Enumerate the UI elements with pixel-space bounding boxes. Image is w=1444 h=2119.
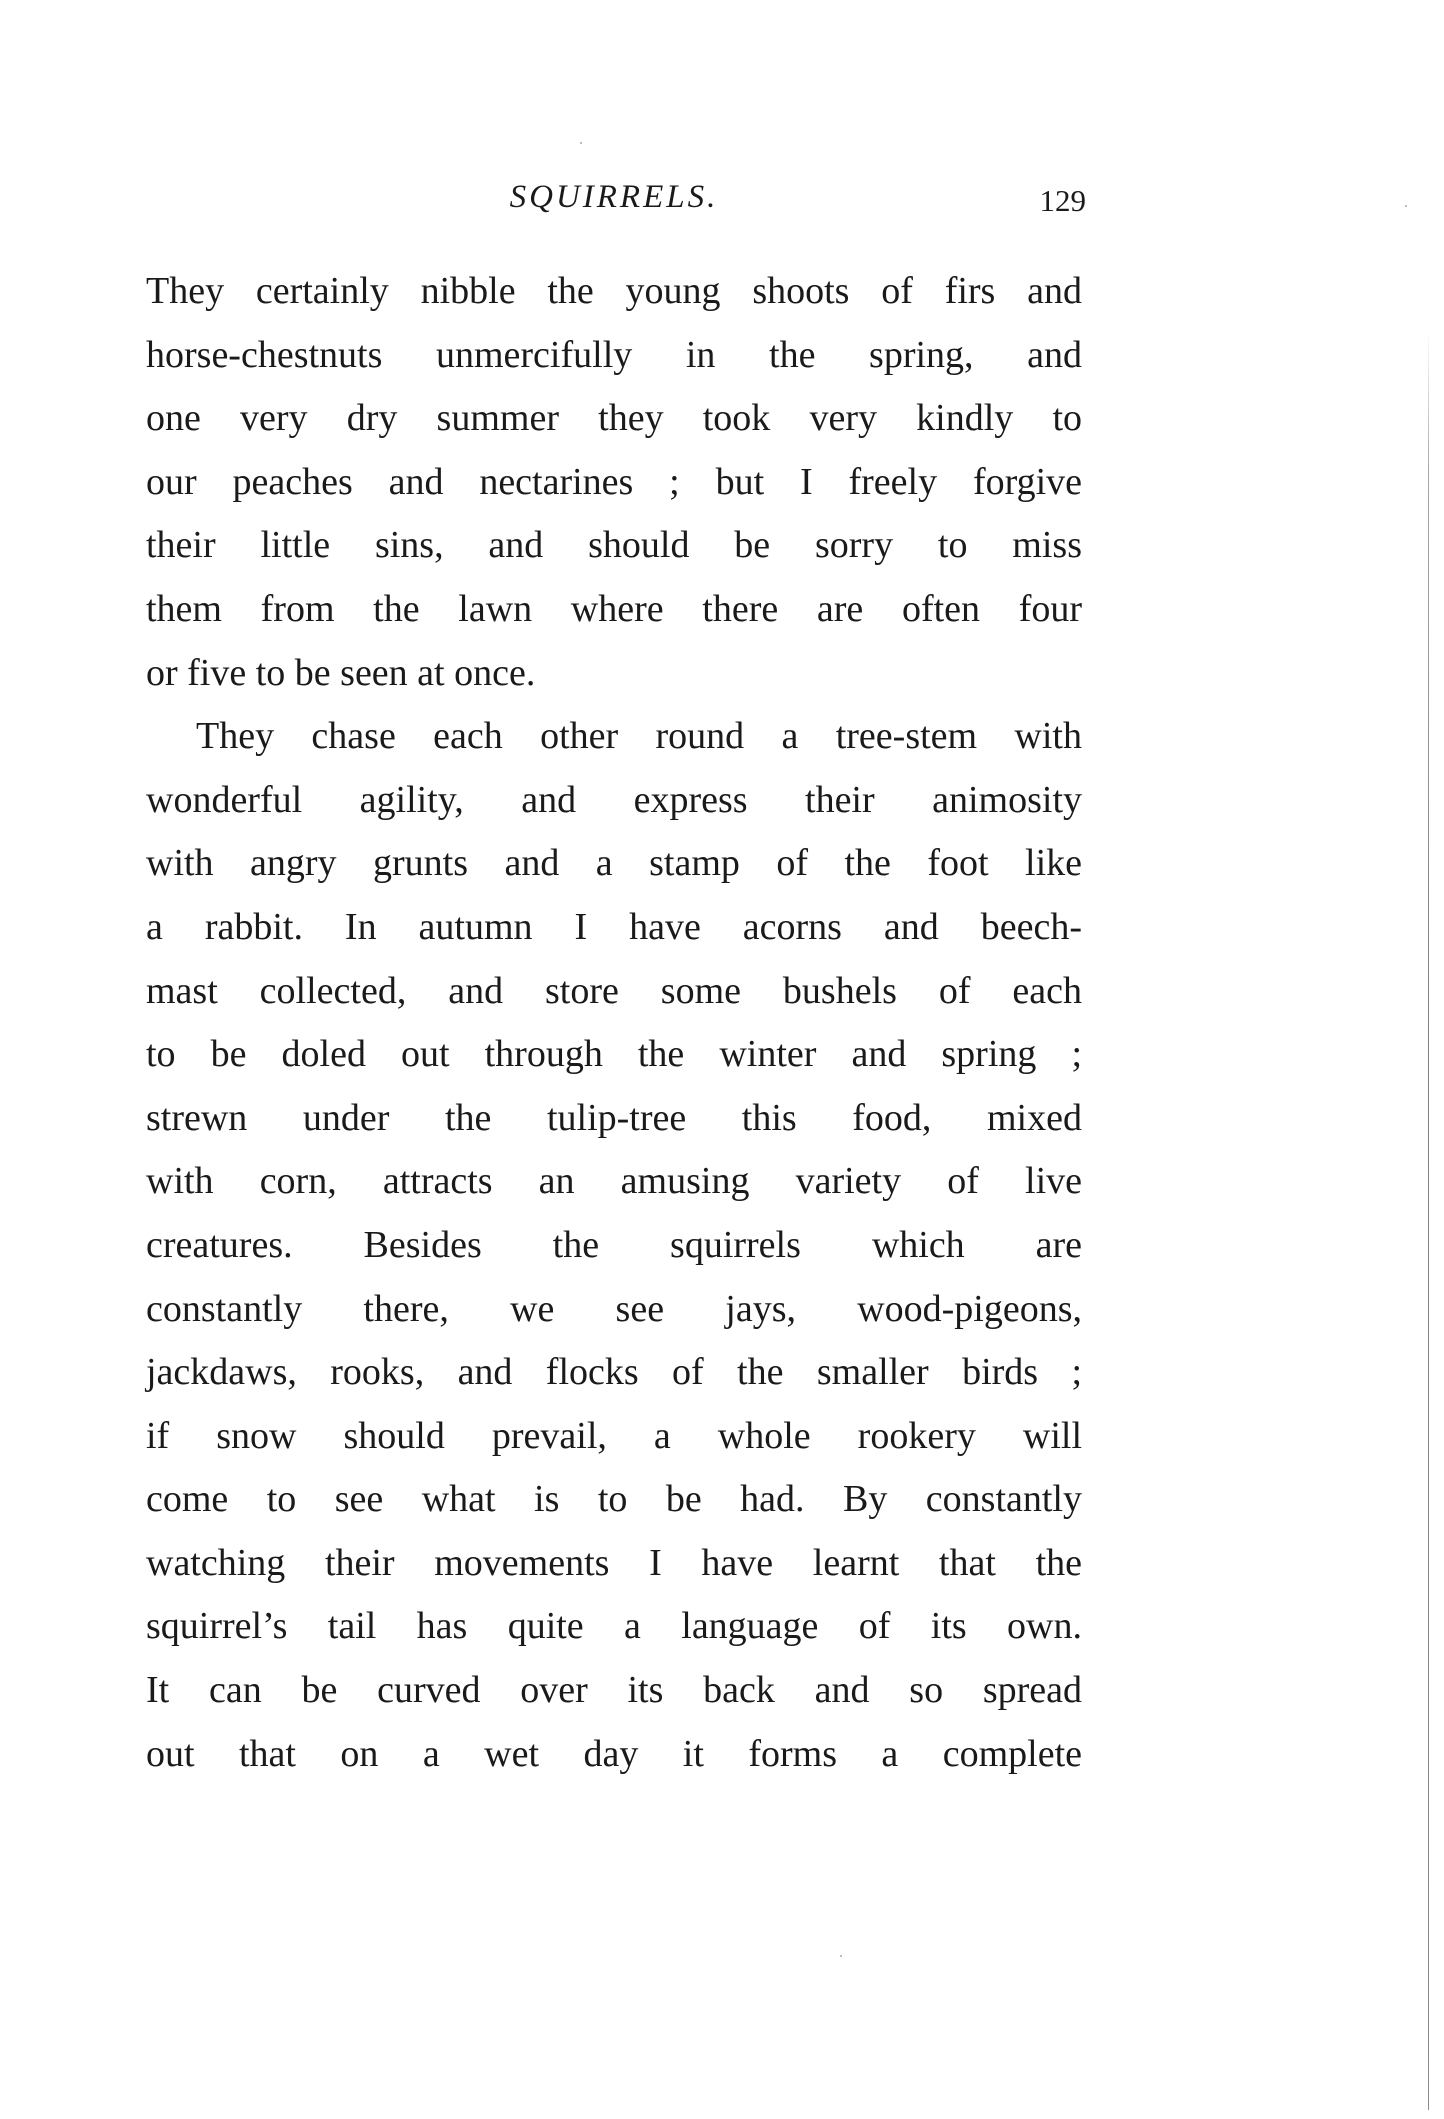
paper-speck	[1405, 205, 1407, 207]
text-line: They certainly nibble the young shoots of firs and	[146, 270, 1082, 312]
text-line: them from the lawn where there are often four	[146, 587, 1082, 630]
text-line: their little sins, and should be sorry to miss	[146, 524, 1082, 567]
text-line: one very dry summer they took very kindly to	[146, 397, 1082, 440]
running-header	[144, 172, 1084, 222]
text-line: wonderful agility, and express their animosity	[146, 778, 1082, 821]
text-line: It can be curved over its back and so spread	[146, 1669, 1082, 1712]
running-title: SQUIRRELS.	[509, 179, 719, 215]
text-line: jackdaws, rooks, and flocks of the smaller birds ;	[146, 1351, 1082, 1394]
text-line: with angry grunts and a stamp of the foot like	[146, 842, 1082, 885]
page-edge-shadow	[1428, 330, 1429, 2110]
text-line: constantly there, we see jays, wood-pigeons,	[146, 1287, 1082, 1330]
text-line: mast collected, and store some bushels of each	[146, 969, 1082, 1012]
text-line: creatures. Besides the squirrels which are	[146, 1223, 1082, 1266]
text-line: horse-chestnuts unmercifully in the spring, and	[146, 333, 1082, 376]
text-line: come to see what is to be had. By constantly	[146, 1478, 1082, 1521]
text-line: to be doled out through the winter and spring ;	[146, 1033, 1082, 1076]
paper-speck	[840, 1955, 842, 1957]
text-line: a rabbit. In autumn I have acorns and beech-	[146, 905, 1082, 948]
text-line: our peaches and nectarines ; but I freely forgive	[146, 460, 1082, 503]
text-line: with corn, attracts an amusing variety of live	[146, 1160, 1082, 1203]
text-line: or five to be seen at once.	[146, 651, 536, 694]
text-line: strewn under the tulip-tree this food, mixed	[146, 1096, 1082, 1139]
paper-speck	[580, 142, 582, 144]
text-line: They chase each other round a tree-stem with	[196, 715, 1082, 758]
text-line: watching their movements I have learnt that the	[146, 1541, 1082, 1584]
text-line: if snow should prevail, a whole rookery will	[146, 1414, 1082, 1457]
text-line: squirrel’s tail has quite a language of its own.	[146, 1605, 1082, 1648]
text-line: out that on a wet day it forms a complete	[146, 1732, 1082, 1775]
page-number: 129	[1039, 183, 1086, 218]
body-text	[146, 260, 1082, 1786]
